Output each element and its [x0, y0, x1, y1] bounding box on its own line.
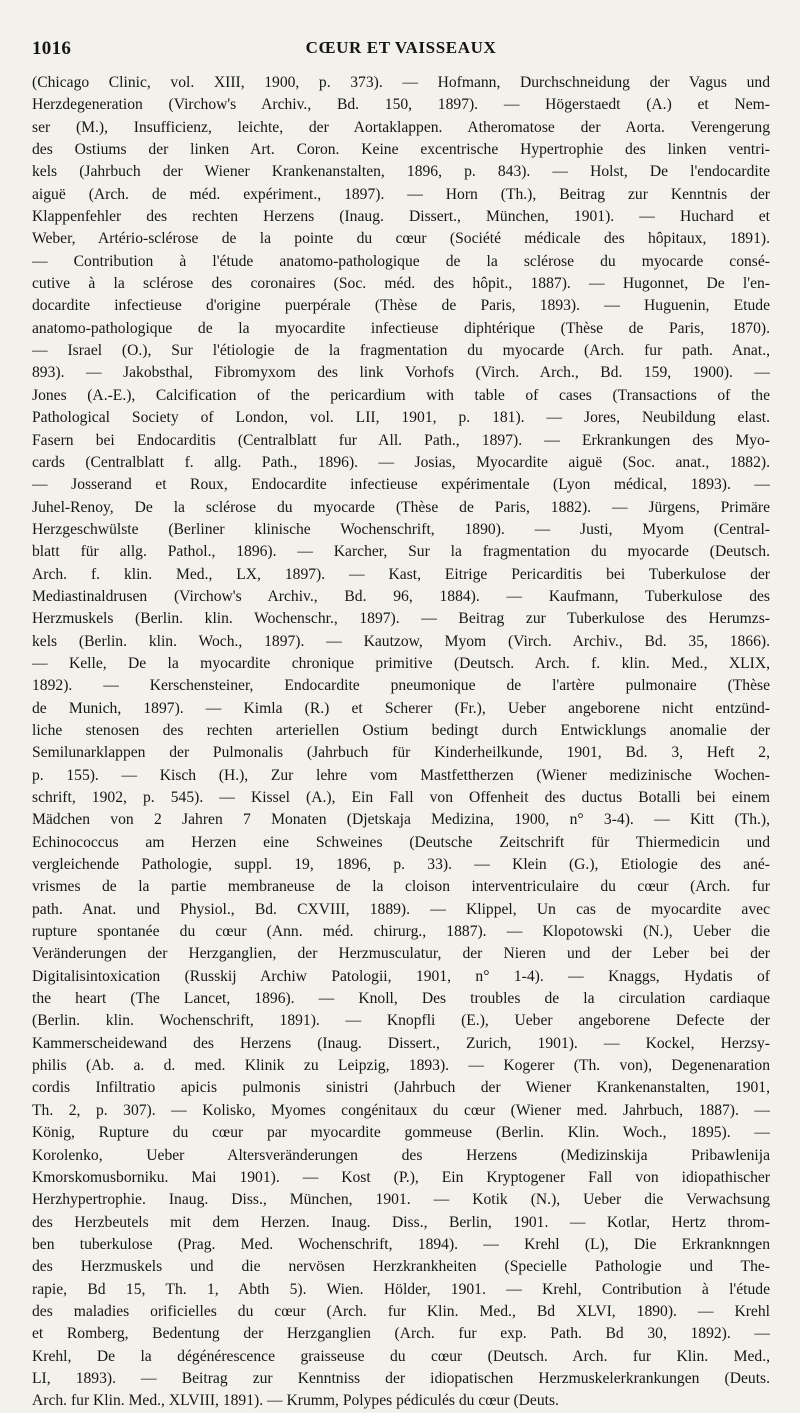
- text-line: Digitalisintoxication (Russkij Archiw Patologii, 1901, n° 1-4). — Knaggs, Hydatis of: [32, 967, 770, 985]
- text-line: philis (Ab. a. d. med. Klinik zu Leipzig, 1893). — Kogerer (Th. von), Degenenaration: [32, 1057, 770, 1075]
- text-line: path. Anat. und Physiol., Bd. CXVIII, 1889). — Klippel, Un cas de myocardite avec: [32, 900, 770, 918]
- text-line: et Romberg, Bedentung der Herzganglien (Arch. fur exp. Path. Bd 30, 1892). —: [32, 1325, 770, 1343]
- text-line: Herzhypertrophie. Inaug. Diss., München, 1901. — Kotik (N.), Ueber die Verwachsung: [32, 1191, 770, 1209]
- text-line: the heart (The Lancet, 1896). — Knoll, Des troubles de la circulation cardiaque: [32, 990, 770, 1008]
- text-line: Mädchen von 2 Jahren 7 Monaten (Djetskaja Medizina, 1900, n° 3-4). — Kitt (Th.),: [32, 811, 770, 829]
- text-line: Korolenko, Ueber Altersveränderungen des Herzens (Medizinskija Pribawlenija: [32, 1146, 770, 1164]
- text-line: rapie, Bd 15, Th. 1, Abth 5). Wien. Hölder, 1901. — Krehl, Contribution à l'étude: [32, 1280, 770, 1298]
- text-line: Th. 2, p. 307). — Kolisko, Myomes congénitaux du cœur (Wiener med. Jahrbuch, 1887). —: [32, 1101, 770, 1119]
- text-line: des Ostiums der linken Art. Coron. Keine excentrische Hypertrophie des linken ventri-: [32, 141, 770, 159]
- text-line: Fasern bei Endocarditis (Centralblatt fur All. Path., 1897). — Erkrankungen des Myo-: [32, 431, 770, 449]
- running-title: CŒUR ET VAISSEAUX: [305, 38, 497, 57]
- bibliography-text: [32, 72, 770, 1413]
- text-line: kels (Jahrbuch der Wiener Krankenanstalten, 1896, p. 843). — Holst, De l'endocardite: [32, 163, 770, 181]
- page-header: [32, 38, 770, 68]
- text-line: Arch. f. klin. Med., LX, 1897). — Kast, Eitrige Pericarditis bei Tuberkulose der: [32, 565, 770, 583]
- text-line: liche stenosen des rechten arteriellen Ostium bedingt durch Entwicklungs anomalie der: [32, 721, 770, 739]
- text-line: des Herzmuskels und die nervösen Herzkrankheiten (Specielle Pathologie und The-: [32, 1258, 770, 1276]
- text-line: Herzmuskels (Berlin. klin. Wochenschr., 1897). — Beitrag zur Tuberkulose des Herumzs-: [32, 610, 770, 628]
- text-line: vrismes de la partie membraneuse de la cloison interventriculaire du cœur (Arch. fur: [32, 878, 770, 896]
- text-line: cordis Infiltratio apicis pulmonis sinistri (Jahrbuch der Wiener Krankenanstalten, 1901,: [32, 1079, 770, 1097]
- text-line: Weber, Artério-sclérose de la pointe du cœur (Société médicale des hôpitaux, 1891).: [32, 230, 770, 248]
- text-line: Pathological Society of London, vol. LII, 1901, p. 181). — Jores, Neubildung elast.: [32, 409, 770, 427]
- text-line: Herzdegeneration (Virchow's Archiv., Bd. 150, 1897). — Högerstaedt (A.) et Nem-: [32, 96, 770, 114]
- text-line: Semilunarklappen der Pulmonalis (Jahrbuch für Kinderheilkunde, 1901, Bd. 3, Heft 2,: [32, 744, 770, 762]
- text-line: des Herzbeutels mit dem Herzen. Inaug. Diss., Berlin, 1901. — Kotlar, Hertz throm-: [32, 1213, 770, 1231]
- text-line: — Contribution à l'étude anatomo-pathologique de la sclérose du myocarde consé-: [32, 252, 770, 270]
- text-line: Krehl, De la dégénérescence graisseuse du cœur (Deutsch. Arch. fur Klin. Med.,: [32, 1347, 770, 1365]
- page-number: 1016: [32, 38, 72, 59]
- text-line: Kmorskomusborniku. Mai 1901). — Kost (P.), Ein Kryptogener Fall von idiopathischer: [32, 1168, 770, 1186]
- text-line: de Munich, 1897). — Kimla (R.) et Scherer (Fr.), Ueber angeborene nicht entzünd-: [32, 699, 770, 717]
- text-line: anatomo-pathologique de la myocardite infectieuse diphtérique (Thèse de Paris, 1870).: [32, 319, 770, 337]
- text-line: LI, 1893). — Beitrag zur Kenntniss der idiopatischen Herzmuskelerkrankungen (Deuts.: [32, 1369, 770, 1387]
- text-line: des maladies orificielles du cœur (Arch. fur Klin. Med., Bd XLVI, 1890). — Krehl: [32, 1302, 770, 1320]
- text-line: Kammerscheidewand des Herzens (Inaug. Dissert., Zurich, 1901). — Kockel, Herzsy-: [32, 1034, 770, 1052]
- text-line: 1892). — Kerschensteiner, Endocardite pneumonique de l'artère pulmonaire (Thèse: [32, 677, 770, 695]
- text-line: ben tuberkulose (Prag. Med. Wochenschrift, 1894). — Krehl (L), Die Erkranknngen: [32, 1235, 770, 1253]
- text-line: p. 155). — Kisch (H.), Zur lehre vom Mastfettherzen (Wiener medizinische Wochen-: [32, 766, 770, 784]
- text-line: 893). — Jakobsthal, Fibromyxom des link Vorhofs (Virch. Arch., Bd. 159, 1900). —: [32, 364, 770, 382]
- text-line: docardite infectieuse d'origine puerpérale (Thèse de Paris, 1893). — Huguenin, Etude: [32, 297, 770, 315]
- text-line: (Chicago Clinic, vol. XIII, 1900, p. 373). — Hofmann, Durchschneidung der Vagus und: [32, 74, 770, 91]
- text-line: Echinococcus am Herzen eine Schweines (Deutsche Zeitschrift für Thiermedicin und: [32, 833, 770, 851]
- text-line: cutive à la sclérose des coronaires (Soc. méd. des hôpit., 1887). — Hugonnet, De l'en-: [32, 275, 770, 293]
- text-line: kels (Berlin. klin. Woch., 1897). — Kautzow, Myom (Virch. Archiv., Bd. 35, 1866).: [32, 632, 770, 650]
- text-line: rupture spontanée du cœur (Ann. méd. chirurg., 1887). — Klopotowski (N.), Ueber die: [32, 923, 770, 941]
- text-line: schrift, 1902, p. 545). — Kissel (A.), Ein Fall von Offenheit des ductus Botalli bei einem: [32, 789, 770, 806]
- text-line: cards (Centralblatt f. allg. Path., 1896). — Josias, Myocardite aiguë (Soc. anat., 1882).: [32, 453, 770, 471]
- text-line: vergleichende Pathologie, suppl. 19, 1896, p. 33). — Klein (G.), Etiologie des ané-: [32, 856, 770, 874]
- text-line: König, Rupture du cœur par myocardite gommeuse (Berlin. Klin. Woch., 1895). —: [32, 1124, 770, 1142]
- text-line: Klappenfehler des rechten Herzens (Inaug. Dissert., München, 1901). — Huchard et: [32, 208, 770, 226]
- text-line: Veränderungen der Herzganglien, der Herzmusculatur, der Nieren und der Leber bei der: [32, 945, 770, 963]
- text-line: — Josserand et Roux, Endocardite infectieuse expérimentale (Lyon médical, 1893). —: [32, 476, 770, 494]
- text-line: (Berlin. klin. Wochenschrift, 1891). — Knopfli (E.), Ueber angeborene Defecte der: [32, 1012, 770, 1030]
- text-line: Arch. fur Klin. Med., XLVIII, 1891). — Krumm, Polypes pédiculés du cœur (Deuts.: [32, 1392, 559, 1410]
- text-line: ser (M.), Insufficienz, leichte, der Aortaklappen. Atheromatose der Aorta. Verengerung: [32, 118, 770, 136]
- text-line: aiguë (Arch. de méd. expériment., 1897). — Horn (Th.), Beitrag zur Kenntnis der: [32, 185, 770, 203]
- text-line: Herzgeschwülste (Berliner klinische Wochenschrift, 1890). — Justi, Myom (Central-: [32, 520, 770, 538]
- text-line: Juhel-Renoy, De la sclérose du myocarde (Thèse de Paris, 1882). — Jürgens, Primäre: [32, 498, 770, 516]
- text-line: Jones (A.-E.), Calcification of the pericardium with table of cases (Transactions of the: [32, 386, 770, 404]
- text-line: — Kelle, De la myocardite chronique primitive (Deutsch. Arch. f. klin. Med., XLIX,: [32, 654, 770, 672]
- text-line: blatt für allg. Pathol., 1896). — Karcher, Sur la fragmentation du myocarde (Deutsch.: [32, 543, 770, 561]
- text-line: — Israel (O.), Sur l'étiologie de la fragmentation du myocarde (Arch. fur path. Anat.,: [32, 342, 770, 360]
- text-line: Mediastinaldrusen (Virchow's Archiv., Bd. 96, 1884). — Kaufmann, Tuberkulose des: [32, 587, 770, 605]
